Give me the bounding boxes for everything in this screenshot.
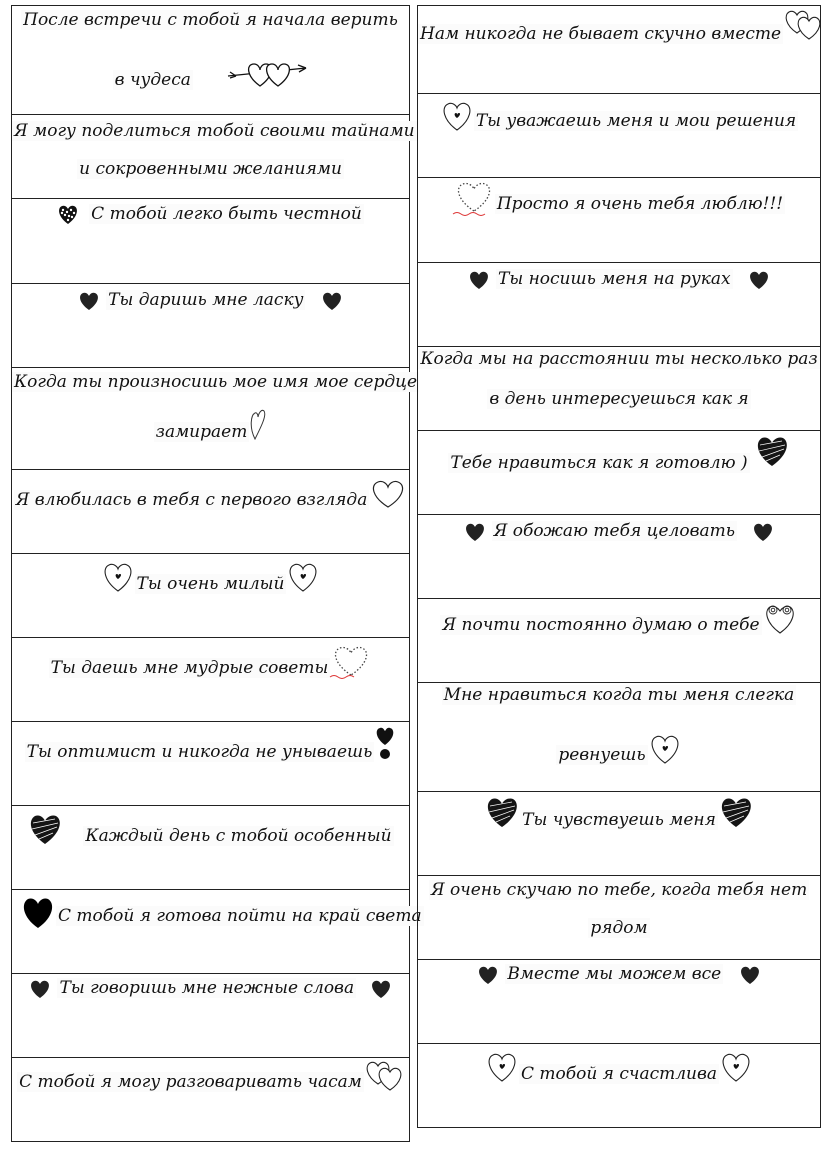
card-line-2: ревнуешь	[418, 745, 820, 765]
outline-heart-icon	[440, 100, 474, 132]
card-cell	[12, 469, 409, 553]
black-heart-icon	[20, 896, 56, 930]
black-heart-icon	[477, 965, 499, 985]
card-cell	[12, 553, 409, 637]
scribble-heart-icon	[27, 811, 63, 847]
card-cell	[12, 805, 409, 889]
scribble-heart-icon	[718, 794, 754, 830]
card-line-1: Когда мы на расстоянии ты несколько раз	[420, 349, 818, 369]
card-line-1: С тобой я счастлива	[418, 1064, 820, 1084]
card-cell	[12, 114, 415, 198]
card-line-1: Ты оптимист и никогда не унываешь	[12, 742, 409, 763]
card-line-1: Ты говоришь мне нежные слова	[12, 978, 409, 999]
card-cell	[12, 973, 409, 1057]
outline-heart-icon	[249, 407, 267, 441]
card-line-1: Ты даешь мне мудрые советы	[12, 658, 409, 678]
heart-bead-icon	[374, 725, 396, 763]
double-outline-heart-icon	[364, 1058, 404, 1092]
card-line-2: в день интересуешься как я	[489, 389, 749, 409]
scribble-heart-icon	[484, 794, 520, 830]
card-line-1: Просто я очень тебя люблю!!!	[418, 192, 820, 216]
black-heart-icon	[752, 522, 774, 542]
card-cell	[418, 6, 820, 93]
card-cell	[418, 875, 820, 959]
card-line-1: Я очень скучаю по тебе, когда тебя нет	[430, 880, 808, 900]
card-line-1: Каждый день с тобой особенный	[12, 826, 409, 847]
card-line-1: Я почти постоянно думаю о тебе	[418, 615, 820, 635]
card-cell	[418, 262, 820, 346]
outline-heart-icon	[453, 180, 495, 216]
card-cell	[12, 637, 409, 721]
card-line-1: Я обожаю тебя целовать	[418, 521, 820, 542]
card-cell	[12, 367, 418, 469]
card-line-1: Ты чувствуешь меня	[418, 810, 820, 830]
card-line-2: и сокровенными желаниями	[79, 159, 342, 179]
card-line-1: После встречи с тобой я начала верить	[23, 10, 398, 30]
black-heart-icon	[321, 291, 343, 311]
card-line-1: Ты даришь мне ласку	[12, 290, 409, 311]
black-heart-icon	[468, 270, 490, 290]
card-line-1: Вместе мы можем все	[418, 964, 820, 985]
black-heart-icon	[748, 270, 770, 290]
outline-heart-icon	[286, 561, 320, 593]
card-cell	[418, 598, 820, 682]
outline-heart-icon	[101, 561, 135, 593]
card-line-1: Ты носишь меня на руках	[418, 269, 820, 290]
left-column	[11, 5, 422, 1142]
right-column	[417, 5, 821, 1128]
outline-heart-icon	[330, 644, 372, 678]
card-cell	[418, 346, 820, 430]
black-heart-icon	[370, 979, 392, 999]
black-heart-icon	[29, 979, 51, 999]
black-heart-icon	[78, 291, 100, 311]
card-line-1: С тобой я готова пойти на край света	[20, 902, 409, 930]
card-line-2: рядом	[590, 918, 648, 938]
card-cell	[12, 889, 422, 973]
outline-heart-icon	[719, 1051, 753, 1083]
outline-heart-icon	[369, 479, 407, 509]
card-line-1: С тобой легко быть честной	[12, 203, 409, 225]
card-line-1: Тебе нравиться как я готовлю )	[418, 453, 820, 473]
card-cell	[418, 1043, 820, 1127]
card-line-1: С тобой я могу разговаривать часам	[12, 1072, 409, 1092]
card-cell	[418, 430, 820, 514]
card-line-1: Нам никогда не бывает скучно вместе	[418, 24, 820, 44]
card-cell	[418, 514, 820, 598]
card-cell	[418, 682, 820, 791]
card-line-1: Ты очень милый	[12, 574, 409, 594]
card-line-2: замирает	[12, 422, 409, 442]
card-line-1: Мне нравиться когда ты меня слегка	[443, 685, 795, 705]
dotted-heart-icon	[57, 203, 79, 225]
card-cell	[418, 959, 820, 1043]
arrow-hearts-icon	[226, 58, 308, 90]
card-cell	[12, 721, 409, 805]
card-line-1: Ты уважаешь меня и мои решения	[418, 110, 820, 132]
card-cell	[12, 198, 409, 283]
card-line-1: Я влюбилась в тебя с первого взгляда	[12, 490, 409, 510]
black-heart-icon	[739, 965, 761, 985]
outline-heart-icon	[648, 733, 682, 765]
card-cell	[418, 177, 820, 262]
outline-heart-icon	[485, 1051, 519, 1083]
card-cell	[418, 791, 820, 875]
card-cell	[418, 93, 820, 177]
card-line-2: в чудеса	[12, 70, 409, 90]
card-cell	[12, 6, 409, 114]
card-line-1: Я могу поделиться тобой своими тайнами	[14, 121, 415, 141]
double-outline-heart-icon	[783, 7, 823, 41]
swirl-heart-icon	[762, 601, 798, 635]
card-line-1: Когда ты произносишь мое имя мое сердце	[14, 372, 418, 392]
card-cell	[12, 1057, 409, 1141]
scribble-heart-icon	[754, 433, 790, 469]
black-heart-icon	[464, 522, 486, 542]
card-cell	[12, 283, 409, 367]
